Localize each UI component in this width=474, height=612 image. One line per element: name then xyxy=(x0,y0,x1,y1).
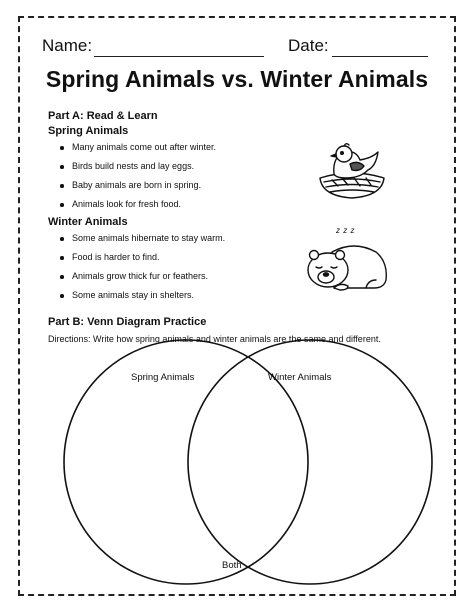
spring-animals-heading: Spring Animals xyxy=(48,125,129,137)
venn-right-label: Winter Animals xyxy=(268,372,332,383)
list-item: Many animals come out after winter. xyxy=(58,138,216,157)
sleep-zzz-text: z z z xyxy=(336,226,355,235)
date-label: Date: xyxy=(288,36,329,55)
list-item: Food is harder to find. xyxy=(58,248,225,267)
part-a-heading: Part A: Read & Learn xyxy=(48,110,158,122)
list-item: Some animals stay in shelters. xyxy=(58,286,225,305)
page-title: Spring Animals vs. Winter Animals xyxy=(45,66,429,92)
venn-left-label: Spring Animals xyxy=(131,372,195,383)
list-item: Birds build nests and lay eggs. xyxy=(58,157,216,176)
list-item: Animals grow thick fur or feathers. xyxy=(58,267,225,286)
winter-animals-heading: Winter Animals xyxy=(48,216,128,228)
list-item: Some animals hibernate to stay warm. xyxy=(58,229,225,248)
name-label: Name: xyxy=(42,36,93,55)
directions-text: Directions: Write how spring animals and winter animals are the same and different. xyxy=(48,334,381,344)
list-item: Baby animals are born in spring. xyxy=(58,176,216,195)
part-b-heading: Part B: Venn Diagram Practice xyxy=(48,316,207,328)
list-item: Animals look for fresh food. xyxy=(58,195,216,214)
venn-center-label: Both xyxy=(222,560,242,571)
